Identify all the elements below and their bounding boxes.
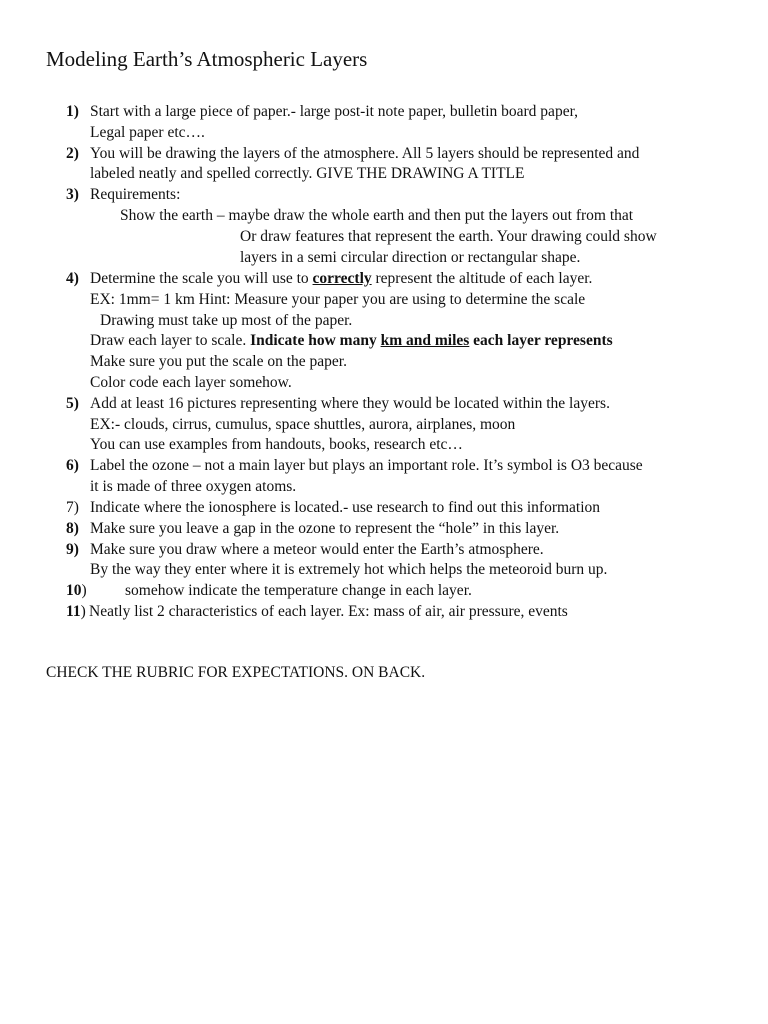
item-8-number: 8) — [66, 520, 79, 537]
rubric-note: CHECK THE RUBRIC FOR EXPECTATIONS. ON BACK. — [46, 664, 426, 681]
item-1-line-2: Legal paper etc…. — [90, 124, 205, 141]
item-11-line-1: Neatly list 2 characteristics of each layer. Ex: mass of air, air pressure, events — [89, 603, 568, 620]
item-7-number: 7) — [66, 499, 79, 516]
item-9-line-1: Make sure you draw where a meteor would enter the Earth’s atmosphere. — [90, 541, 544, 558]
emphasis-correctly: correctly — [312, 270, 372, 287]
item-6-line-2: it is made of three oxygen atoms. — [90, 478, 297, 495]
item-4-line-4: Draw each layer to scale. Indicate how many km and miles each layer represents — [90, 332, 613, 349]
item-3-line-4: layers in a semi circular direction or rectangular shape. — [240, 249, 581, 266]
item-4-line-2: EX: 1mm= 1 km Hint: Measure your paper you are using to determine the scale — [90, 291, 586, 308]
item-3-number: 3) — [66, 186, 79, 203]
item-3-line-1: Requirements: — [90, 186, 181, 203]
emphasis-km-and-miles: km and miles — [380, 332, 470, 349]
item-2-number: 2) — [66, 145, 79, 162]
item-3-line-2: Show the earth – maybe draw the whole earth and then put the layers out from that — [120, 207, 634, 224]
item-1-line-1: Start with a large piece of paper.- large post-it note paper, bulletin board paper, — [90, 103, 578, 120]
item-2-line-1: You will be drawing the layers of the atmosphere. All 5 layers should be represented and — [90, 145, 640, 162]
item-6-number: 6) — [66, 457, 79, 474]
item-9-line-2: By the way they enter where it is extremely hot which helps the meteoroid burn up. — [90, 561, 608, 578]
item-4-line-5: Make sure you put the scale on the paper. — [90, 353, 347, 370]
item-4-line-1: Determine the scale you will use to correctly represent the altitude of each layer. — [90, 270, 593, 287]
document-title: Modeling Earth’s Atmospheric Layers — [46, 47, 368, 71]
item-4-line-3: Drawing must take up most of the paper. — [100, 312, 353, 329]
item-6-line-1: Label the ozone – not a main layer but plays an important role. It’s symbol is O3 because — [90, 457, 643, 474]
item-3-line-3: Or draw features that represent the earth. Your drawing could show — [240, 228, 657, 245]
item-5-line-3: You can use examples from handouts, books, research etc… — [90, 436, 463, 453]
item-11-number: 11) — [66, 603, 86, 620]
item-8-line-1: Make sure you leave a gap in the ozone to represent the “hole” in this layer. — [90, 520, 560, 537]
item-4-line-6: Color code each layer somehow. — [90, 374, 292, 391]
item-2-line-2: labeled neatly and spelled correctly. GIVE THE DRAWING A TITLE — [90, 165, 525, 182]
item-5-number: 5) — [66, 395, 79, 412]
item-10-line-1: somehow indicate the temperature change in each layer. — [125, 582, 472, 599]
item-5-line-2: EX:- clouds, cirrus, cumulus, space shuttles, aurora, airplanes, moon — [90, 416, 516, 433]
item-10-number: 10) — [66, 582, 87, 599]
item-4-number: 4) — [66, 270, 79, 287]
item-5-line-1: Add at least 16 pictures representing where they would be located within the layers. — [90, 395, 610, 412]
item-9-number: 9) — [66, 541, 79, 558]
item-7-line-1: Indicate where the ionosphere is located.- use research to find out this information — [90, 499, 601, 516]
item-1-number: 1) — [66, 103, 79, 120]
